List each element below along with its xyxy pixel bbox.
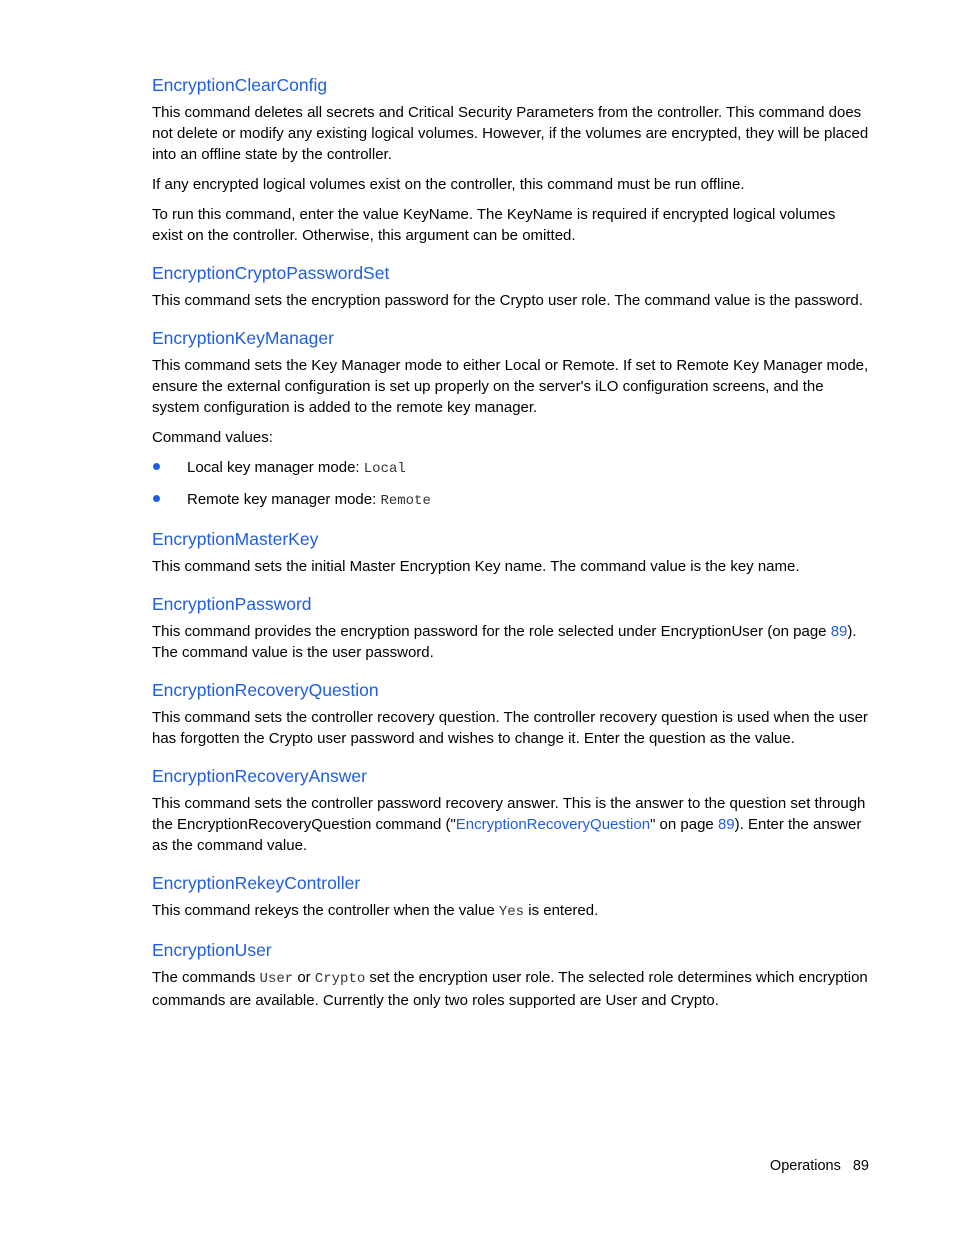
section-encryption-master-key	[152, 528, 870, 577]
command-value: Crypto	[314, 971, 366, 987]
text-run: or	[293, 969, 315, 986]
paragraph: To run this command, enter the value KeyName. The KeyName is required if encrypted logical volumes exist on the controller. Otherwise, this argument can be omitted.	[152, 206, 836, 244]
section-heading: EncryptionClearConfig	[152, 75, 328, 95]
paragraph	[152, 900, 870, 923]
section-heading: EncryptionKeyManager	[152, 328, 334, 348]
text-run: set the encryption user role. The selected role determines which encryption commands are available. Currently the only two roles supported are User and Crypto.	[152, 969, 868, 1009]
list-item	[152, 457, 870, 480]
text-run: " on page	[650, 816, 718, 833]
section-heading: EncryptionRecoveryAnswer	[152, 766, 367, 786]
paragraph	[152, 621, 870, 663]
text-run: This command provides the encryption password for the role selected under EncryptionUser (on page	[152, 623, 831, 640]
section-encryption-key-manager	[152, 327, 870, 512]
command-value: Local	[363, 461, 406, 477]
section-encryption-recovery-answer	[152, 765, 870, 856]
section-heading: EncryptionRecoveryQuestion	[152, 680, 379, 700]
paragraph: This command sets the initial Master Encryption Key name. The command value is the key name.	[152, 558, 800, 575]
text-run: ). Enter the answer as the command value.	[152, 816, 862, 854]
section-encryption-rekey-controller	[152, 872, 870, 923]
page-number: 89	[852, 1158, 869, 1174]
command-value: Yes	[498, 904, 525, 920]
list-item	[152, 489, 870, 512]
section-encryption-recovery-question	[152, 679, 870, 749]
command-value: Remote	[380, 493, 431, 509]
page-footer	[770, 1158, 869, 1174]
paragraph: This command sets the controller recovery question. The controller recovery question is used when the user has forgotten the Crypto user password and wishes to change it. Enter the question as the value.	[152, 709, 868, 747]
text-run: This command rekeys the controller when the value	[152, 902, 499, 919]
section-heading: EncryptionCryptoPasswordSet	[152, 263, 390, 283]
text-run: The commands	[152, 969, 260, 986]
footer-section-name: Operations	[769, 1158, 841, 1174]
command-values-list	[152, 457, 870, 512]
bullet-icon	[153, 463, 160, 470]
section-heading: EncryptionMasterKey	[152, 529, 319, 549]
list-item-label: Local key manager mode:	[187, 459, 364, 476]
cross-reference-link[interactable]: EncryptionRecoveryQuestion	[455, 816, 651, 833]
paragraph: Command values:	[152, 429, 273, 446]
paragraph: This command sets the Key Manager mode to either Local or Remote. If set to Remote Key Manager mode, ensure the external configuration is set up properly on the server's iLO configuration screens, and the system configuration is added to the remote key manager.	[152, 357, 869, 416]
paragraph	[152, 793, 870, 856]
bullet-icon	[153, 495, 160, 502]
command-value: User	[259, 971, 294, 987]
paragraph: This command deletes all secrets and Critical Security Parameters from the controller. This command does not delete or modify any existing logical volumes. However, if the volumes are encrypted, they will be placed into an offline state by the controller.	[152, 104, 869, 163]
section-encryption-clear-config	[152, 74, 870, 246]
page-link[interactable]: 89	[717, 816, 735, 833]
list-item-label: Remote key manager mode:	[187, 491, 381, 508]
text-run: is entered.	[524, 902, 599, 919]
text-run: This command sets the controller password recovery answer. This is the answer to the question set through the EncryptionRecoveryQuestion command ("	[152, 795, 866, 833]
section-encryption-user	[152, 939, 870, 1011]
section-heading: EncryptionUser	[152, 940, 272, 960]
section-encryption-password	[152, 593, 870, 663]
paragraph: If any encrypted logical volumes exist on the controller, this command must be run offline.	[152, 176, 745, 193]
page-link[interactable]: 89	[830, 623, 848, 640]
section-heading: EncryptionRekeyController	[152, 873, 361, 893]
text-run: ). The command value is the user password.	[152, 623, 857, 661]
section-heading: EncryptionPassword	[152, 594, 312, 614]
section-encryption-crypto-password-set	[152, 262, 870, 311]
paragraph: This command sets the encryption password for the Crypto user role. The command value is the password.	[152, 292, 863, 309]
page-content	[152, 74, 870, 1020]
paragraph	[152, 967, 870, 1011]
